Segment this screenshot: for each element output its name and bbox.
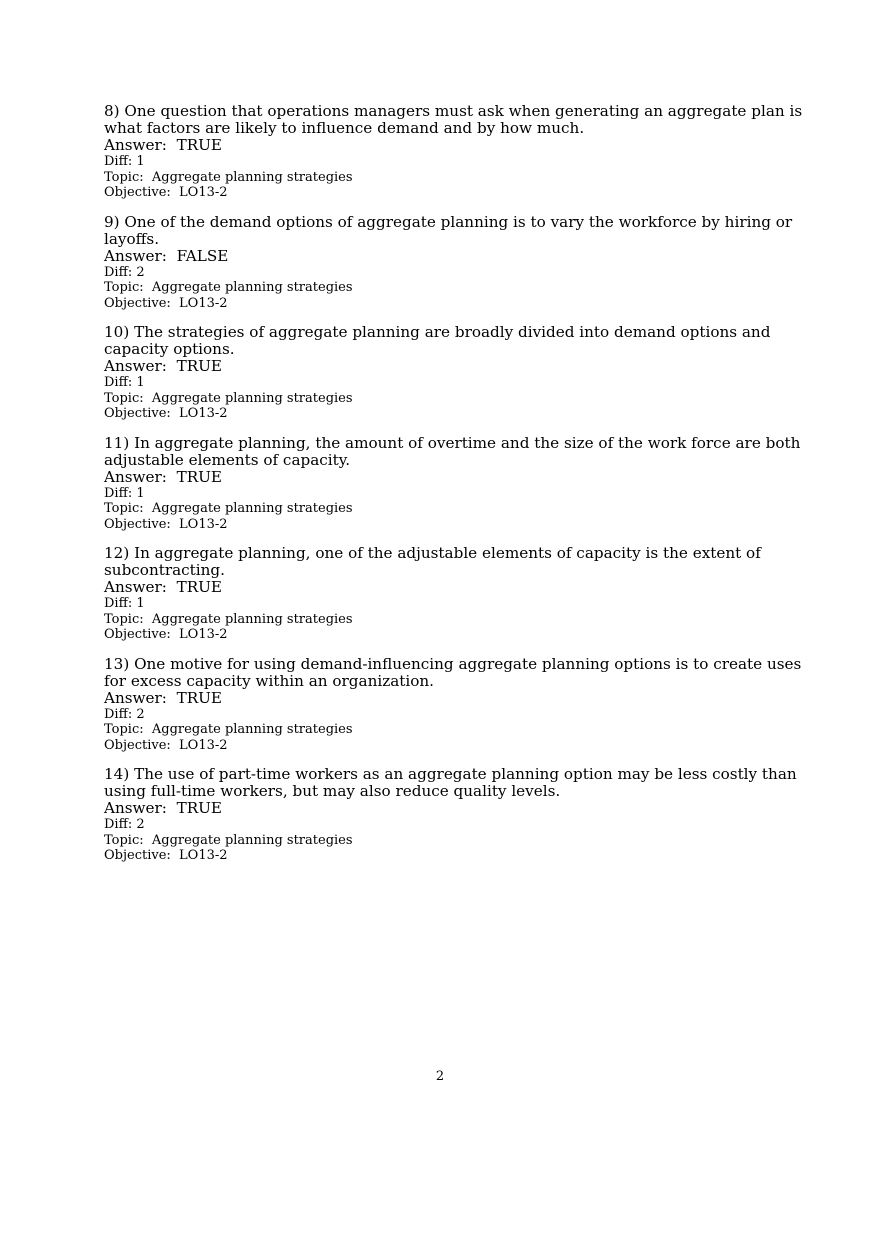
question-item xyxy=(104,102,803,201)
question-text-line: 13) One motive for using demand-influencing aggregate planning options is to create uses xyxy=(104,654,802,673)
answer-line: Answer: TRUE xyxy=(104,799,223,817)
topic-line: Topic: Aggregate planning strategies xyxy=(104,611,353,627)
difficulty-line: Diff: 1 xyxy=(104,375,145,390)
objective-line: Objective: LO13-2 xyxy=(104,295,228,311)
difficulty-line: Diff: 1 xyxy=(104,154,145,169)
question-text-line: for excess capacity within an organization. xyxy=(104,671,434,690)
objective-line: Objective: LO13-2 xyxy=(104,516,228,532)
objective-line: Objective: LO13-2 xyxy=(104,406,228,421)
difficulty-line: Diff: 2 xyxy=(104,264,145,280)
difficulty-line: Diff: 2 xyxy=(104,817,145,832)
question-text-line: capacity options. xyxy=(104,340,235,358)
question-item xyxy=(104,545,784,643)
question-text-line: 12) In aggregate planning, one of the adjustable elements of capacity is the extent of xyxy=(104,544,761,562)
question-text-line: 14) The use of part-time workers as an aggregate planning option may be less costly than xyxy=(104,765,797,783)
topic-line: Topic: Aggregate planning strategies xyxy=(104,722,353,737)
difficulty-line: Diff: 1 xyxy=(104,485,145,501)
question-text-line: subcontracting. xyxy=(104,561,225,579)
question-text-line: 8) One question that operations managers must ask when generating an aggregate plan is xyxy=(104,102,803,120)
question-item xyxy=(104,765,797,864)
objective-line: Objective: LO13-2 xyxy=(104,185,228,200)
answer-line: Answer: TRUE xyxy=(104,467,223,486)
topic-line: Topic: Aggregate planning strategies xyxy=(104,832,353,848)
question-item xyxy=(104,324,784,422)
answer-line: Answer: TRUE xyxy=(104,357,223,375)
question-item xyxy=(104,654,802,754)
difficulty-line: Diff: 1 xyxy=(104,596,145,611)
question-item xyxy=(104,433,801,533)
answer-line: Answer: TRUE xyxy=(104,136,223,154)
question-text-line: 10) The strategies of aggregate planning are broadly divided into demand options and xyxy=(104,323,771,341)
question-text-line: what factors are likely to influence demand and by how much. xyxy=(104,119,585,137)
topic-line: Topic: Aggregate planning strategies xyxy=(104,169,353,185)
question-item xyxy=(104,212,793,312)
question-text-line: 9) One of the demand options of aggregate planning is to vary the workforce by hiring or xyxy=(104,212,793,231)
answer-line: Answer: FALSE xyxy=(104,246,229,265)
objective-line: Objective: LO13-2 xyxy=(104,737,228,753)
question-text-line: using full-time workers, but may also reduce quality levels. xyxy=(104,782,561,800)
question-text-line: 11) In aggregate planning, the amount of overtime and the size of the work force are both xyxy=(104,433,801,452)
question-text-line: layoffs. xyxy=(104,229,160,248)
objective-line: Objective: LO13-2 xyxy=(104,627,228,642)
answer-line: Answer: TRUE xyxy=(104,688,223,707)
difficulty-line: Diff: 2 xyxy=(104,706,145,722)
topic-line: Topic: Aggregate planning strategies xyxy=(104,390,353,406)
question-text-line: adjustable elements of capacity. xyxy=(104,450,351,469)
objective-line: Objective: LO13-2 xyxy=(104,848,228,863)
question-list xyxy=(104,102,803,877)
topic-line: Topic: Aggregate planning strategies xyxy=(104,280,353,295)
topic-line: Topic: Aggregate planning strategies xyxy=(104,501,353,516)
answer-line: Answer: TRUE xyxy=(104,578,223,596)
page-number: 2 xyxy=(435,1069,445,1084)
